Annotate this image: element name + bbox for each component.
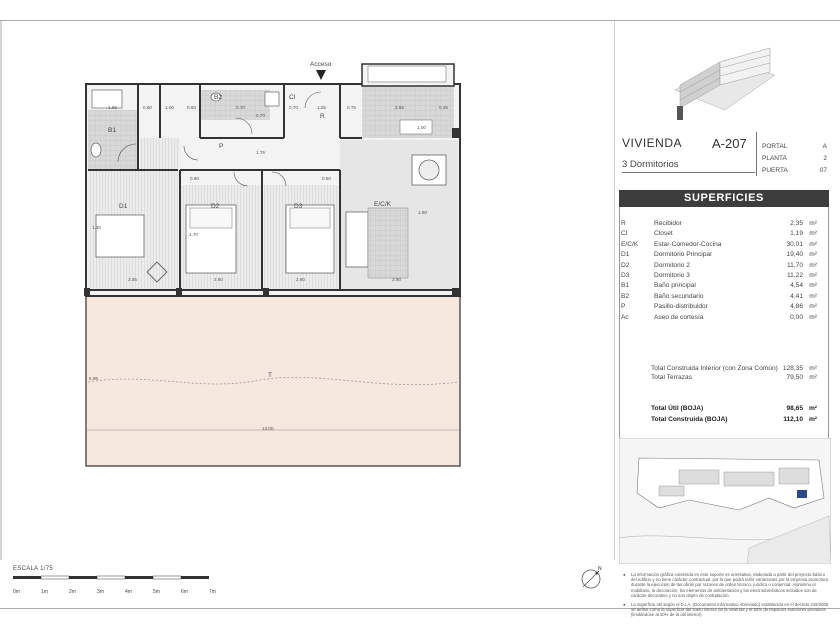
surface-row-cl [621, 230, 821, 239]
total-name: Total Terrazas [651, 374, 692, 381]
scale-tick: 7m [209, 589, 216, 595]
dim: 0.60 [143, 105, 152, 110]
info-planta: PLANTA 2 [762, 155, 827, 162]
info-panel [617, 20, 840, 618]
label-d1: D1 [119, 203, 128, 210]
label-cl: Cl [289, 94, 296, 101]
dim: 2.55 [395, 105, 404, 110]
room-code: Cl [621, 230, 628, 238]
dwelling-code: A-207 [712, 136, 747, 151]
unit: m² [809, 220, 817, 227]
terrace [86, 296, 460, 466]
dim: 5.95 [89, 376, 98, 381]
room-name: Baño principal [654, 282, 696, 290]
room-area: 4,41 [790, 292, 803, 300]
dwelling-label: VIVIENDA [622, 136, 683, 150]
unit: m² [809, 374, 817, 381]
room-name: Pasillo-distribuidor [654, 303, 708, 311]
unit: m² [809, 251, 817, 259]
room-b1 [88, 110, 138, 170]
total-row [651, 374, 821, 381]
dim: 0.70 [256, 113, 265, 118]
room-name: Closet [654, 230, 673, 238]
site-plan [619, 438, 831, 564]
total-area: 98,65 [786, 405, 803, 412]
access-label: Acceso [310, 61, 332, 68]
room-code: D2 [621, 261, 630, 269]
unit: m² [809, 230, 817, 238]
room-name: Dormitorio 3 [654, 272, 690, 279]
dim: 1.25 [317, 105, 326, 110]
legal-notes: ● La información gráfica contenida en este soporte es orientativa, elaborada a partir del proyecto básico del edificio y no tiene carácter contractual, por lo que podrá sufrir variaciones por la empresa promotora durante la ejecución de las obras por razones de orden técnico, jurídico o comercial. Asimismo el mobiliario, la decoración, los elementos de ambientación y los electrodomésticos incluidos son de carácter decorativo y no son objeto de contratación. ● La superficie útil según el D.I.A. (Documento Informativo Abreviado) establecido en el decreto 218/2005 se define como la superficie del suelo interior de la vivienda y el 50% de espacios exteriores privativos (limitándose al 10% de la útil interior). [623, 572, 829, 618]
dim: 1.30 [92, 225, 101, 230]
label-r: R [320, 113, 325, 120]
room-area: 4,86 [790, 303, 803, 311]
dim: 0.60 [187, 105, 196, 110]
label-d3: D3 [294, 203, 303, 210]
unit: m² [809, 365, 817, 372]
unit: m² [809, 313, 817, 321]
surface-row-b2 [621, 293, 821, 302]
title-rule [622, 172, 755, 173]
total-name: Total Construida (BOJA) [651, 416, 728, 423]
dim: 2.80 [214, 277, 223, 282]
unit: m² [809, 303, 817, 311]
highlighted-unit [797, 490, 807, 498]
info-puerta: PUERTA 07 [762, 167, 827, 174]
scale-tick: 1m [41, 589, 48, 595]
total-name: Total Útil (BOJA) [651, 405, 704, 412]
unit: m² [809, 272, 817, 279]
room-name: Dormitorio Principal [654, 251, 712, 259]
dim: 3.90 [392, 277, 401, 282]
unit: m² [809, 292, 817, 300]
room-area: 30,01 [786, 240, 803, 248]
svg-text:N: N [598, 566, 602, 572]
surface-row-p [621, 303, 821, 312]
label-d2: D2 [211, 203, 220, 210]
dim: 0.70 [289, 105, 298, 110]
dim: 1.90 [418, 210, 427, 215]
room-name: Dormitorio 2 [654, 261, 690, 269]
room-area: 2,35 [790, 220, 803, 227]
dim: 1.65 [108, 105, 117, 110]
room-area: 1,19 [790, 230, 803, 238]
room-area: 11,22 [786, 272, 803, 279]
dim: 0.60 [322, 176, 331, 181]
surfaces-title: SUPERFICIES [619, 190, 829, 207]
scale-title: ESCALA 1/75 [13, 566, 53, 572]
room-area: 19,40 [786, 251, 803, 259]
scale-tick: 6m [181, 589, 188, 595]
info-portal: PORTAL A [762, 143, 827, 150]
bedrooms-label: 3 Dormitorios [622, 159, 679, 170]
dim: 13.00 [262, 426, 274, 431]
dim: 1.75 [256, 150, 265, 155]
total-name: Total Construida Interior (con Zona Común) [651, 365, 778, 372]
room-code: B1 [621, 282, 630, 290]
scale-tick: 3m [97, 589, 104, 595]
dim: 1.00 [417, 125, 426, 130]
dim: 0.60 [190, 176, 199, 181]
unit: m² [809, 282, 817, 290]
scale-tick: 4m [125, 589, 132, 595]
dim: 0.45 [439, 105, 448, 110]
access-arrow [316, 70, 326, 80]
room-code: D3 [621, 272, 630, 279]
room-area: 4,54 [790, 282, 803, 290]
dim: 2.70 [236, 105, 245, 110]
label-t: T [268, 372, 272, 379]
unit: m² [809, 240, 817, 248]
unit: m² [808, 405, 817, 412]
room-code: B2 [621, 292, 630, 300]
room-code: P [621, 303, 626, 311]
scale-tick: 5m [153, 589, 160, 595]
unit: m² [808, 416, 817, 423]
info-separator [756, 132, 757, 176]
dim: 0.75 [347, 105, 356, 110]
compass-icon [578, 566, 606, 594]
label-b1: B1 [108, 127, 116, 134]
total-row [651, 405, 821, 412]
surface-row-d3 [621, 272, 821, 281]
unit: m² [809, 261, 817, 269]
total-area: 128,35 [782, 365, 803, 372]
dim: 3.35 [128, 277, 137, 282]
total-row [651, 365, 821, 372]
room-name: Estar-Comedor-Cocina [654, 240, 722, 248]
scale-tick: 2m [69, 589, 76, 595]
dim: 1.00 [165, 105, 174, 110]
label-p: P [219, 143, 224, 150]
room-area: 0,00 [790, 313, 803, 321]
room-code: D1 [621, 251, 630, 259]
surface-row-b1 [621, 282, 821, 291]
surface-row-d1 [621, 251, 821, 260]
total-row [651, 416, 821, 423]
room-name: Recibidor [654, 220, 682, 227]
label-b2: B2 [214, 94, 222, 101]
surface-row-eck [621, 241, 821, 250]
surface-row-d2 [621, 262, 821, 271]
dim: 2.80 [296, 277, 305, 282]
room-name: Aseo de cortesía [654, 313, 704, 321]
room-code: E/C/K [621, 240, 639, 248]
room-code: Ac [621, 313, 629, 321]
scale-tick: 0m [13, 589, 20, 595]
room-area: 11,70 [786, 261, 803, 269]
surface-row-r [621, 220, 821, 229]
room-code: R [621, 220, 626, 227]
room-name: Baño secundario [654, 292, 704, 300]
total-area: 79,50 [786, 374, 803, 381]
label-eck: E/C/K [374, 201, 391, 208]
building-thumbnail [665, 30, 785, 140]
surface-row-ac [621, 314, 821, 323]
total-area: 112,10 [783, 416, 803, 423]
dim: 1.70 [189, 232, 198, 237]
